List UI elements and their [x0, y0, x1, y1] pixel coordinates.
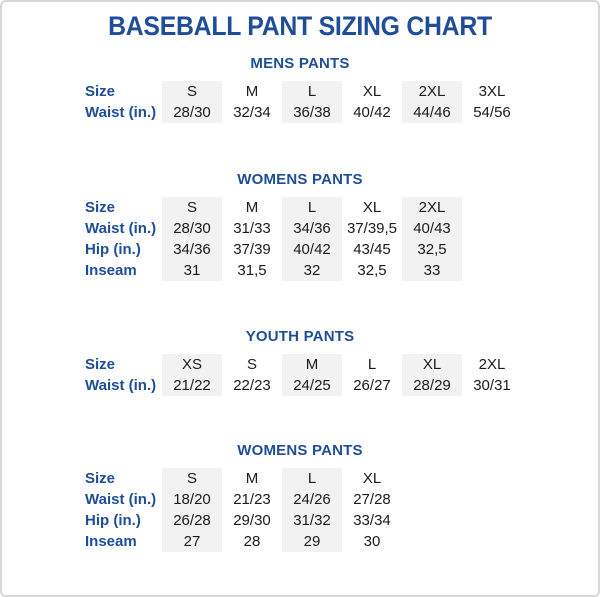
value-cell: 34/36: [282, 218, 342, 239]
value-cell: 32/34: [233, 104, 271, 121]
value-cell: L: [282, 468, 342, 489]
value-cell: 37/39: [233, 241, 271, 258]
section-womens-pants: [2, 171, 598, 281]
value-cell: S: [162, 197, 222, 218]
value-cell: 32,5: [357, 262, 387, 279]
section-womens-pants-2: [2, 442, 598, 552]
value-cell: 22/23: [233, 377, 271, 394]
section-youth-pants: [2, 328, 598, 396]
sizing-table: [85, 468, 402, 552]
value-cell: 40/42: [353, 104, 391, 121]
table-row: [85, 531, 402, 552]
value-cell: 2XL: [402, 197, 462, 218]
value-cell: L: [282, 197, 342, 218]
table-row: [85, 489, 402, 510]
value-cell: 28/30: [162, 102, 222, 123]
page-title: BASEBALL PANT SIZING CHART: [108, 11, 492, 41]
value-cell: XL: [362, 83, 382, 100]
row-label: Waist (in.): [85, 377, 157, 394]
value-cell: 32,5: [402, 239, 462, 260]
value-cell: 40/42: [282, 239, 342, 260]
value-cell: 21/22: [162, 375, 222, 396]
table-row: [85, 260, 462, 281]
value-cell: 2XL: [402, 81, 462, 102]
value-cell: 3XL: [478, 83, 506, 100]
row-label: Size: [85, 83, 116, 100]
value-cell: 34/36: [162, 239, 222, 260]
row-label: Hip (in.): [85, 241, 141, 258]
value-cell: 26/28: [162, 510, 222, 531]
value-cell: XS: [162, 354, 222, 375]
value-cell: XL: [362, 470, 382, 487]
row-label: Hip (in.): [85, 512, 141, 529]
table-row: [85, 510, 402, 531]
sizing-table: [85, 197, 462, 281]
value-cell: 40/43: [402, 218, 462, 239]
value-cell: 44/46: [402, 102, 462, 123]
value-cell: 30: [363, 533, 381, 550]
value-cell: 54/56: [473, 104, 511, 121]
table-row: [85, 239, 462, 260]
value-cell: 29: [282, 531, 342, 552]
row-label: Waist (in.): [85, 220, 157, 237]
table-row: [85, 375, 522, 396]
value-cell: XL: [402, 354, 462, 375]
value-cell: 31/32: [282, 510, 342, 531]
table-row: [85, 81, 522, 102]
value-cell: 36/38: [282, 102, 342, 123]
sizing-table: [85, 354, 522, 396]
row-label: Waist (in.): [85, 491, 157, 508]
value-cell: M: [282, 354, 342, 375]
section-mens-pants: [2, 55, 598, 123]
row-label: Inseam: [85, 533, 137, 550]
value-cell: 24/26: [282, 489, 342, 510]
row-label: Waist (in.): [85, 104, 157, 121]
value-cell: 43/45: [353, 241, 391, 258]
section-title: YOUTH PANTS: [245, 328, 355, 345]
value-cell: 31: [162, 260, 222, 281]
value-cell: 33: [402, 260, 462, 281]
value-cell: XL: [362, 199, 382, 216]
section-title: MENS PANTS: [250, 55, 350, 72]
value-cell: 24/25: [282, 375, 342, 396]
sizing-table: [85, 81, 522, 123]
value-cell: M: [245, 199, 259, 216]
table-row: [85, 218, 462, 239]
value-cell: 2XL: [478, 356, 506, 373]
row-label: Size: [85, 356, 116, 373]
value-cell: M: [245, 470, 259, 487]
value-cell: 27/28: [353, 491, 391, 508]
table-row: [85, 197, 462, 218]
value-cell: 28/29: [402, 375, 462, 396]
value-cell: 28: [243, 533, 261, 550]
value-cell: 32: [282, 260, 342, 281]
value-cell: 26/27: [353, 377, 391, 394]
value-cell: 33/34: [353, 512, 391, 529]
value-cell: 30/31: [473, 377, 511, 394]
section-title: WOMENS PANTS: [237, 442, 363, 459]
value-cell: 31,5: [237, 262, 267, 279]
value-cell: L: [367, 356, 377, 373]
value-cell: 29/30: [233, 512, 271, 529]
table-row: [85, 354, 522, 375]
value-cell: S: [162, 468, 222, 489]
value-cell: M: [245, 83, 259, 100]
value-cell: S: [246, 356, 257, 373]
value-cell: S: [162, 81, 222, 102]
row-label: Inseam: [85, 262, 137, 279]
value-cell: 27: [162, 531, 222, 552]
value-cell: 37/39,5: [346, 220, 398, 237]
row-label: Size: [85, 199, 116, 216]
value-cell: 28/30: [162, 218, 222, 239]
row-label: Size: [85, 470, 116, 487]
value-cell: 21/23: [233, 491, 271, 508]
section-title: WOMENS PANTS: [237, 171, 363, 188]
value-cell: 31/33: [233, 220, 271, 237]
value-cell: 18/20: [162, 489, 222, 510]
value-cell: L: [282, 81, 342, 102]
table-row: [85, 468, 402, 489]
table-row: [85, 102, 522, 123]
